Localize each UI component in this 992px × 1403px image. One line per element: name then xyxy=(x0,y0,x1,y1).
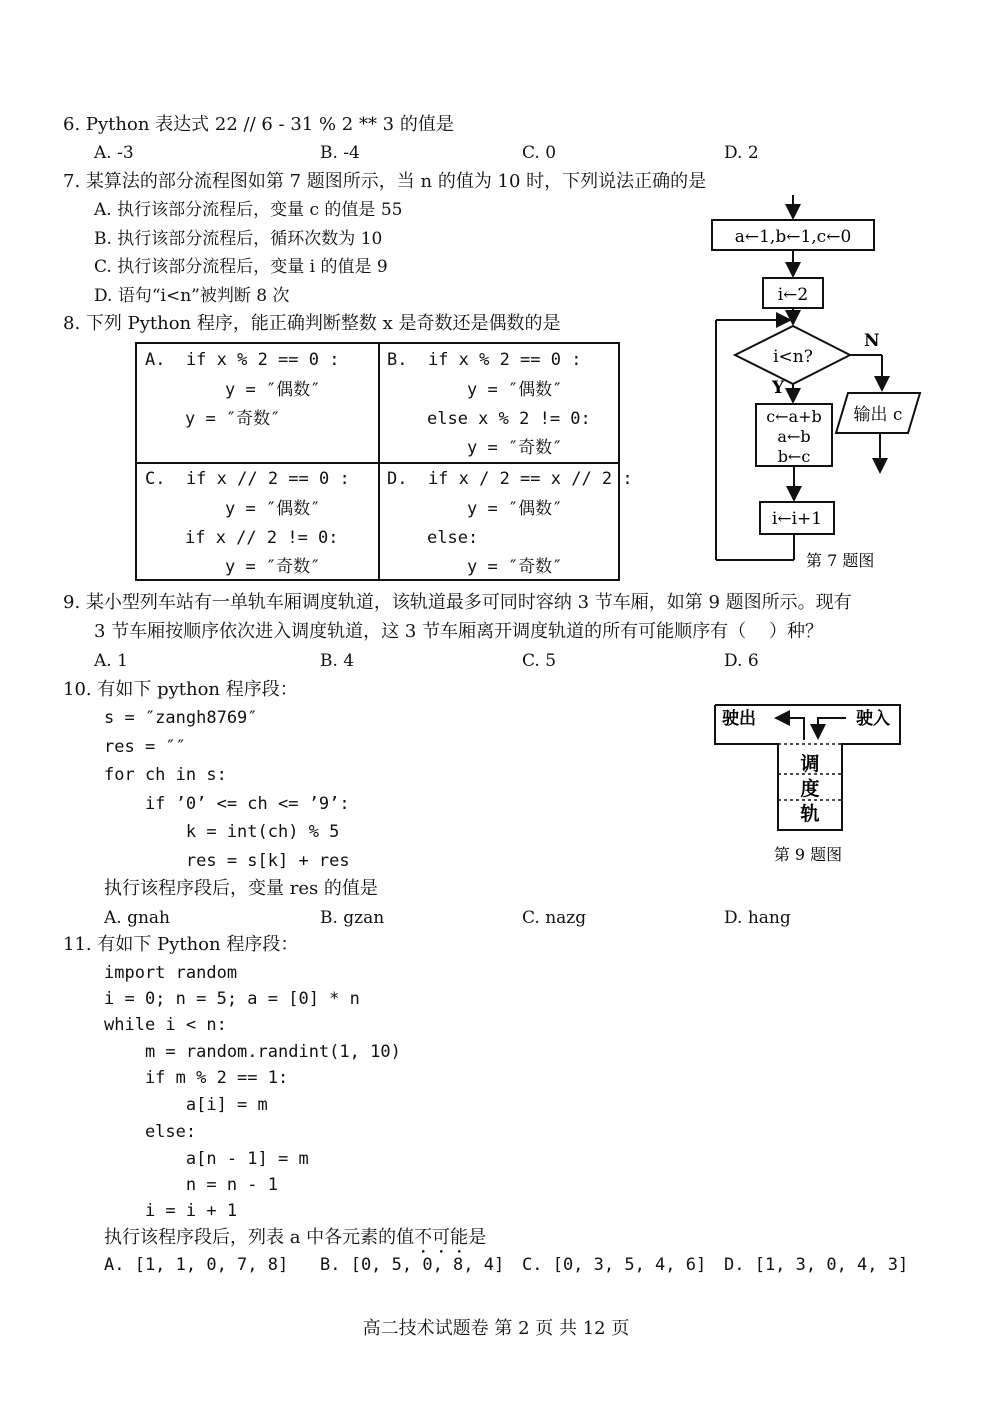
q10-code-line3: for ch in s: xyxy=(104,765,227,785)
q11-code-line10: i = i + 1 xyxy=(104,1201,238,1221)
flow-output-text: 输出 c xyxy=(853,405,903,425)
q8-b-line4: y = ″奇数″ xyxy=(467,438,563,458)
q9-option-d: D. 6 xyxy=(724,651,759,671)
flow-yes-label: Y xyxy=(772,378,785,398)
q11-option-a: A. [1, 1, 0, 7, 8] xyxy=(104,1255,289,1275)
q11-code-line1: import random xyxy=(104,963,238,983)
q10-code-line4: if ’0’ <= ch <= ’9’: xyxy=(104,794,350,814)
q9-option-b: B. 4 xyxy=(320,651,355,671)
q6-option-a: A. -3 xyxy=(94,143,134,163)
q10-code-line1: s = ″zangh8769″ xyxy=(104,708,258,728)
flow-inc-text: i←i+1 xyxy=(771,509,823,529)
q8-c-line3: if x // 2 != 0: xyxy=(185,528,339,548)
flow-i-init-text: i←2 xyxy=(777,285,809,305)
q7-option-b: B. 执行该部分流程后，循环次数为 10 xyxy=(94,229,383,249)
q11-option-d: D. [1, 3, 0, 4, 3] xyxy=(724,1255,909,1275)
q8-a-line3: y = ″奇数″ xyxy=(185,409,281,429)
q8-d-line3: else: xyxy=(427,528,479,548)
q8-b-line1: B. if x % 2 == 0 : xyxy=(387,350,582,370)
fig9-in-label: 驶入 xyxy=(856,709,890,729)
flow-caption: 第 7 题图 xyxy=(806,551,875,570)
q10-code-line6: res = s[k] + res xyxy=(104,851,350,871)
q8-d-line1: D. if x / 2 == x // 2 : xyxy=(387,469,633,489)
q7-option-d: D. 语句“i<n”被判断 8 次 xyxy=(94,286,290,306)
q8-stem: 8. 下列 Python 程序，能正确判断整数 x 是奇数还是偶数的是 xyxy=(63,313,561,334)
q8-b-line3: else x % 2 != 0: xyxy=(427,409,591,429)
flow-body-line1: c←a+b xyxy=(766,407,822,426)
flow-init-text: a←1,b←1,c←0 xyxy=(734,227,852,247)
q11-question-post: 是 xyxy=(468,1227,487,1248)
flow-body-line2: a←b xyxy=(777,427,811,446)
flow-body-line3: b←c xyxy=(777,447,811,466)
q6-option-c: C. 0 xyxy=(522,143,557,163)
q9-stem-line1: 9. 某小型列车站有一单轨车厢调度轨道，该轨道最多可同时容纳 3 节车厢，如第 9 题图所示。现有 xyxy=(63,592,852,613)
q11-option-b: B. [0, 5, 0, 8, 4] xyxy=(320,1255,505,1275)
q8-a-line1: A. if x % 2 == 0 : xyxy=(145,350,340,370)
q9-option-a: A. 1 xyxy=(94,651,128,671)
q11-code-line5: if m % 2 == 1: xyxy=(104,1068,289,1088)
fig9-track-char1: 调 xyxy=(800,753,820,775)
q9-option-c: C. 5 xyxy=(522,651,557,671)
q7-option-a: A. 执行该部分流程后，变量 c 的值是 55 xyxy=(94,200,403,220)
q10-option-d: D. hang xyxy=(724,908,791,928)
q11-code-line6: a[i] = m xyxy=(104,1095,268,1115)
q6-option-d: D. 2 xyxy=(724,143,759,163)
q11-option-c: C. [0, 3, 5, 4, 6] xyxy=(522,1255,707,1275)
q10-code-line2: res = ″″ xyxy=(104,737,186,757)
q6-stem: 6. Python 表达式 22 // 6 - 31 % 2 ** 3 的值是 xyxy=(63,114,454,135)
q11-question-pre: 执行该程序段后，列表 a 中各元素的值 xyxy=(104,1227,415,1248)
q6-option-b: B. -4 xyxy=(320,143,360,163)
flow-no-label: N xyxy=(864,331,880,351)
q11-code-line8: a[n - 1] = m xyxy=(104,1149,309,1169)
q11-stem: 11. 有如下 Python 程序段： xyxy=(63,934,299,955)
fig9-track-char2: 度 xyxy=(800,778,820,800)
page-footer: 高二技术试题卷 第 2 页 共 12 页 xyxy=(362,1318,630,1339)
q8-d-line2: y = ″偶数″ xyxy=(467,499,563,519)
q11-code-line4: m = random.randint(1, 10) xyxy=(104,1042,401,1062)
q7-flowchart xyxy=(700,190,940,580)
q7-option-c: C. 执行该部分流程后，变量 i 的值是 9 xyxy=(94,257,388,277)
fig9-track-char3: 轨 xyxy=(800,803,820,825)
flow-cond-text: i<n? xyxy=(773,347,813,367)
q10-option-b: B. gzan xyxy=(320,908,385,928)
q7-stem: 7. 某算法的部分流程图如第 7 题图所示，当 n 的值为 10 时，下列说法正确的是 xyxy=(63,171,707,192)
q11-code-line2: i = 0; n = 5; a = [0] * n xyxy=(104,989,360,1009)
q8-c-line1: C. if x // 2 == 0 : xyxy=(145,469,350,489)
q10-question: 执行该程序段后，变量 res 的值是 xyxy=(104,878,378,899)
q10-option-a: A. gnah xyxy=(104,908,170,928)
q10-code-line5: k = int(ch) % 5 xyxy=(104,822,340,842)
fig9-caption: 第 9 题图 xyxy=(773,845,843,864)
q8-option-table xyxy=(135,342,633,581)
q8-c-line4: y = ″奇数″ xyxy=(225,557,321,577)
q8-a-line2: y = ″偶数″ xyxy=(225,380,321,400)
q8-c-line2: y = ″偶数″ xyxy=(225,499,321,519)
q10-stem: 10. 有如下 python 程序段： xyxy=(63,679,298,700)
q9-stem-line2: 3 节车厢按顺序依次进入调度轨道，这 3 节车厢离开调度轨道的所有可能顺序有（ ）种？ xyxy=(94,621,823,642)
q8-d-line4: y = ″奇数″ xyxy=(467,557,563,577)
fig9-out-label: 驶出 xyxy=(722,709,756,729)
q8-b-line2: y = ″偶数″ xyxy=(467,380,563,400)
q10-option-c: C. nazg xyxy=(522,908,587,928)
q11-code-line3: while i < n: xyxy=(104,1015,227,1035)
q11-code-line7: else: xyxy=(104,1122,197,1142)
q9-figure xyxy=(710,700,910,870)
q11-code-line9: n = n - 1 xyxy=(104,1175,278,1195)
q11-question-emphasis: 不可能 xyxy=(414,1227,469,1248)
